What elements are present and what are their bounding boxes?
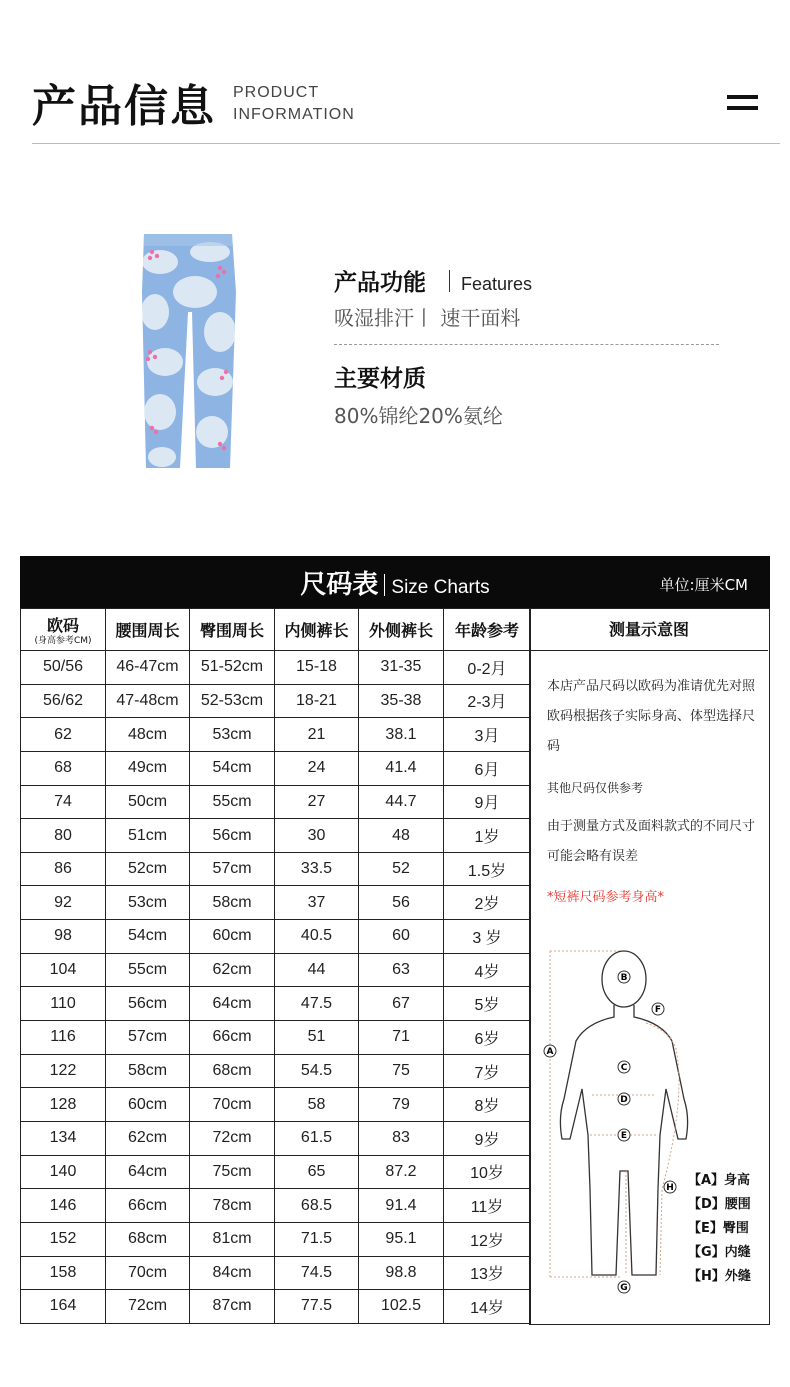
cell-outseam: 44.7 [359, 785, 444, 819]
col-header-inseam: 内侧裤长 [275, 609, 359, 651]
cell-age: 7岁 [444, 1054, 531, 1088]
size-row [21, 1155, 531, 1189]
cell-hip: 84cm [190, 1256, 275, 1290]
marker-b-label: B [620, 973, 628, 983]
size-row [21, 1290, 531, 1324]
size-row [21, 920, 531, 954]
cell-age: 4岁 [444, 953, 531, 987]
cell-inseam: 18-21 [275, 684, 359, 718]
features-text: 吸湿排汗丨 速干面料 [334, 306, 521, 330]
cell-waist: 66cm [106, 1189, 190, 1223]
cell-age: 10岁 [444, 1155, 531, 1189]
header-divider [32, 143, 780, 144]
cell-outseam: 48 [359, 819, 444, 853]
cell-inseam: 65 [275, 1155, 359, 1189]
measurement-diagram [529, 608, 770, 1325]
cell-age: 1岁 [444, 819, 531, 853]
marker-c [618, 1061, 630, 1073]
size-row [21, 1222, 531, 1256]
size-row [21, 819, 531, 853]
cell-age: 6岁 [444, 1021, 531, 1055]
material-label: 主要材质 [334, 366, 426, 392]
cell-hip: 54cm [190, 751, 275, 785]
cell-outseam: 35-38 [359, 684, 444, 718]
marker-e-label: E [620, 1131, 628, 1141]
cell-outseam: 52 [359, 852, 444, 886]
cell-hip: 55cm [190, 785, 275, 819]
marker-h [664, 1181, 676, 1193]
col-header-hip: 臀围周长 [190, 609, 275, 651]
size-row [21, 785, 531, 819]
cell-outseam: 98.8 [359, 1256, 444, 1290]
size-row [21, 1088, 531, 1122]
size-table-header [21, 609, 531, 651]
cell-hip: 70cm [190, 1088, 275, 1122]
cell-waist: 72cm [106, 1290, 190, 1324]
cell-waist: 68cm [106, 1222, 190, 1256]
cell-age: 2-3月 [444, 684, 531, 718]
cell-waist: 46-47cm [106, 651, 190, 685]
size-row [21, 751, 531, 785]
cell-euro-size: 80 [21, 819, 106, 853]
cell-age: 14岁 [444, 1290, 531, 1324]
size-row [21, 1021, 531, 1055]
cell-inseam: 27 [275, 785, 359, 819]
cell-outseam: 87.2 [359, 1155, 444, 1189]
cell-age: 9月 [444, 785, 531, 819]
body-outline-diagram [542, 939, 712, 1299]
legend-height: 【A】身高 [688, 1173, 751, 1188]
cell-age: 9岁 [444, 1121, 531, 1155]
size-chart-title-en: Size Charts [391, 577, 490, 598]
size-row [21, 1121, 531, 1155]
cell-euro-size: 56/62 [21, 684, 106, 718]
size-row [21, 886, 531, 920]
legend-waist: 【D】腰围 [688, 1197, 751, 1212]
size-chart-header [20, 556, 770, 608]
size-chart-title-cn: 尺码表 [300, 570, 379, 600]
cell-hip: 68cm [190, 1054, 275, 1088]
cell-inseam: 51 [275, 1021, 359, 1055]
legend-inseam: 【G】内缝 [688, 1245, 751, 1260]
cell-inseam: 15-18 [275, 651, 359, 685]
col-header-euro [21, 609, 106, 651]
cell-waist: 48cm [106, 718, 190, 752]
features-label-en: Features [461, 274, 533, 294]
cell-euro-size: 68 [21, 751, 106, 785]
marker-g [618, 1281, 630, 1293]
marker-b [618, 971, 630, 983]
cell-euro-size: 164 [21, 1290, 106, 1324]
cell-euro-size: 134 [21, 1121, 106, 1155]
cell-waist: 60cm [106, 1088, 190, 1122]
cell-euro-size: 50/56 [21, 651, 106, 685]
cell-waist: 52cm [106, 852, 190, 886]
marker-a [544, 1045, 556, 1057]
cell-outseam: 60 [359, 920, 444, 954]
cell-hip: 62cm [190, 953, 275, 987]
marker-h-label: H [666, 1183, 674, 1193]
cell-hip: 58cm [190, 886, 275, 920]
cell-waist: 64cm [106, 1155, 190, 1189]
size-note-primary: 本店产品尺码以欧码为准请优先对照欧码根据孩子实际身高、体型选择尺码 [547, 679, 756, 754]
cell-age: 8岁 [444, 1088, 531, 1122]
col-header-euro-label: 欧码 [46, 616, 79, 635]
size-row [21, 852, 531, 886]
diagram-heading: 测量示意图 [530, 609, 768, 651]
cell-hip: 60cm [190, 920, 275, 954]
cell-age: 5岁 [444, 987, 531, 1021]
cell-euro-size: 146 [21, 1189, 106, 1223]
marker-a-label: A [546, 1047, 554, 1057]
page-subtitle [233, 82, 355, 126]
size-row [21, 1189, 531, 1223]
page-title: 产品信息 [32, 81, 216, 132]
cell-inseam: 40.5 [275, 920, 359, 954]
cell-hip: 57cm [190, 852, 275, 886]
cell-waist: 47-48cm [106, 684, 190, 718]
cell-euro-size: 110 [21, 987, 106, 1021]
size-row [21, 987, 531, 1021]
size-row [21, 953, 531, 987]
col-header-age: 年龄参考 [444, 609, 531, 651]
size-table [20, 608, 531, 1324]
cell-outseam: 71 [359, 1021, 444, 1055]
legend-outseam: 【H】外缝 [688, 1269, 751, 1284]
section-divider [334, 344, 719, 345]
size-chart-unit: 单位:厘米CM [659, 576, 748, 594]
size-note-deviation: 由于测量方式及面料款式的不同尺寸可能会略有误差 [547, 819, 756, 864]
cell-euro-size: 98 [21, 920, 106, 954]
cell-age: 3 岁 [444, 920, 531, 954]
cell-waist: 56cm [106, 987, 190, 1021]
cell-inseam: 54.5 [275, 1054, 359, 1088]
cell-outseam: 91.4 [359, 1189, 444, 1223]
cell-inseam: 21 [275, 718, 359, 752]
cell-inseam: 74.5 [275, 1256, 359, 1290]
cell-hip: 75cm [190, 1155, 275, 1189]
cell-euro-size: 122 [21, 1054, 106, 1088]
cell-waist: 58cm [106, 1054, 190, 1088]
cell-age: 6月 [444, 751, 531, 785]
cell-hip: 66cm [190, 1021, 275, 1055]
cell-hip: 72cm [190, 1121, 275, 1155]
cell-hip: 53cm [190, 718, 275, 752]
cell-waist: 55cm [106, 953, 190, 987]
cell-hip: 64cm [190, 987, 275, 1021]
floral-leggings-image [140, 232, 240, 472]
size-note-reference: 其他尺码仅供参考 [547, 781, 644, 795]
marker-d [618, 1093, 630, 1105]
cell-age: 11岁 [444, 1189, 531, 1223]
cell-outseam: 83 [359, 1121, 444, 1155]
cell-inseam: 68.5 [275, 1189, 359, 1223]
cell-euro-size: 74 [21, 785, 106, 819]
features-label: 产品功能 [334, 270, 426, 296]
cell-inseam: 47.5 [275, 987, 359, 1021]
col-header-outseam: 外侧裤长 [359, 609, 444, 651]
marker-f-label: F [654, 1005, 662, 1015]
cell-waist: 50cm [106, 785, 190, 819]
cell-inseam: 44 [275, 953, 359, 987]
col-header-waist: 腰围周长 [106, 609, 190, 651]
cell-outseam: 95.1 [359, 1222, 444, 1256]
cell-inseam: 77.5 [275, 1290, 359, 1324]
cell-outseam: 102.5 [359, 1290, 444, 1324]
subtitle-line-1: PRODUCT [233, 84, 320, 101]
marker-g-label: G [620, 1283, 628, 1293]
cell-hip: 52-53cm [190, 684, 275, 718]
col-header-euro-note: (身高参考CM) [34, 636, 92, 646]
features-separator [449, 270, 450, 292]
cell-hip: 87cm [190, 1290, 275, 1324]
cell-waist: 70cm [106, 1256, 190, 1290]
cell-age: 2岁 [444, 886, 531, 920]
cell-hip: 56cm [190, 819, 275, 853]
cell-outseam: 38.1 [359, 718, 444, 752]
shorts-size-note: *短裤尺码参考身高* [547, 890, 665, 905]
cell-hip: 81cm [190, 1222, 275, 1256]
cell-waist: 51cm [106, 819, 190, 853]
diagram-legend [688, 1169, 751, 1289]
cell-euro-size: 92 [21, 886, 106, 920]
cell-waist: 62cm [106, 1121, 190, 1155]
cell-euro-size: 104 [21, 953, 106, 987]
legend-hip: 【E】臀围 [688, 1221, 749, 1236]
material-text: 80%锦纶20%氨纶 [334, 404, 503, 428]
cell-euro-size: 158 [21, 1256, 106, 1290]
marker-c-label: C [620, 1063, 628, 1073]
cell-inseam: 30 [275, 819, 359, 853]
cell-euro-size: 152 [21, 1222, 106, 1256]
cell-inseam: 24 [275, 751, 359, 785]
cell-hip: 51-52cm [190, 651, 275, 685]
cell-inseam: 58 [275, 1088, 359, 1122]
size-row [21, 684, 531, 718]
size-row [21, 718, 531, 752]
marker-f [652, 1003, 664, 1015]
cell-euro-size: 116 [21, 1021, 106, 1055]
cell-euro-size: 62 [21, 718, 106, 752]
cell-age: 3月 [444, 718, 531, 752]
cell-age: 0-2月 [444, 651, 531, 685]
cell-outseam: 79 [359, 1088, 444, 1122]
cell-waist: 53cm [106, 886, 190, 920]
cell-inseam: 33.5 [275, 852, 359, 886]
cell-age: 13岁 [444, 1256, 531, 1290]
cell-euro-size: 86 [21, 852, 106, 886]
cell-outseam: 56 [359, 886, 444, 920]
size-row [21, 1054, 531, 1088]
cell-euro-size: 128 [21, 1088, 106, 1122]
cell-waist: 49cm [106, 751, 190, 785]
subtitle-line-2: INFORMATION [233, 106, 355, 123]
cell-age: 1.5岁 [444, 852, 531, 886]
cell-waist: 57cm [106, 1021, 190, 1055]
cell-outseam: 31-35 [359, 651, 444, 685]
cell-outseam: 63 [359, 953, 444, 987]
cell-age: 12岁 [444, 1222, 531, 1256]
marker-d-label: D [620, 1095, 628, 1105]
cell-inseam: 61.5 [275, 1121, 359, 1155]
cell-inseam: 37 [275, 886, 359, 920]
cell-outseam: 75 [359, 1054, 444, 1088]
size-chart-title [20, 564, 770, 601]
cell-inseam: 71.5 [275, 1222, 359, 1256]
cell-hip: 78cm [190, 1189, 275, 1223]
menu-icon[interactable] [727, 95, 758, 111]
marker-e [618, 1129, 630, 1141]
cell-euro-size: 140 [21, 1155, 106, 1189]
size-row [21, 651, 531, 685]
cell-waist: 54cm [106, 920, 190, 954]
size-row [21, 1256, 531, 1290]
cell-outseam: 41.4 [359, 751, 444, 785]
cell-outseam: 67 [359, 987, 444, 1021]
